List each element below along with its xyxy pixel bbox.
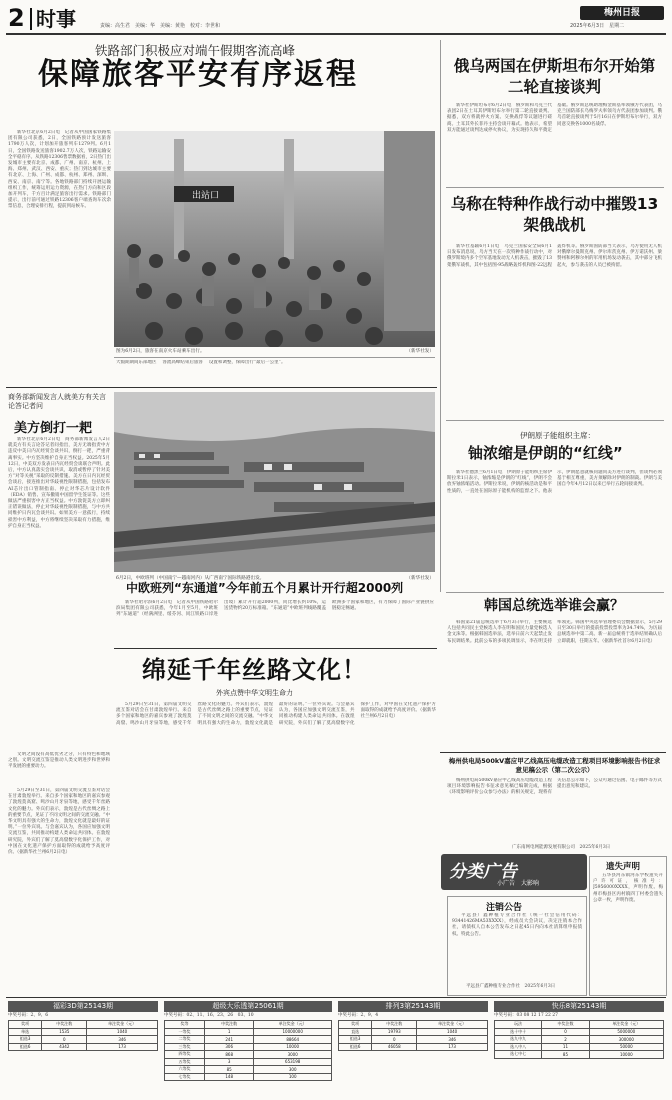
cell: 653198 — [254, 1058, 332, 1066]
us-story-tail — [8, 752, 110, 782]
silk-top-rule — [114, 648, 437, 649]
cell: 173 — [417, 1043, 488, 1051]
photo-row-caption-1: 大假期期间东部地区 — [116, 360, 157, 365]
lead-body-row — [116, 360, 434, 382]
station-crowd-photo — [114, 131, 435, 347]
russia-talks-title — [447, 56, 662, 98]
us-story-title: 美方倒打一耙 — [14, 421, 93, 436]
korea-top-divider — [446, 592, 664, 593]
cell: 一等奖 — [165, 1028, 205, 1036]
classified-banner — [441, 854, 587, 890]
photo-row-caption-3: 设置和调整，保障出行“最后一公里”。 — [208, 360, 286, 365]
page-number: 2 — [8, 4, 25, 32]
cell: 组选6 — [9, 1043, 42, 1051]
port-photo-credit: （新华社发） — [406, 576, 434, 581]
ad-notice-body-text: 梅州供电局500kV嘉应甲乙线高压电缆改造工程项目环境影响报告书征求意见稿已编制完成，根据《环境影响评价公众参与办法》的相关规定，现将有关信息公示如下，公众可通过信函、电子邮件等方式提出意见和建议。 — [447, 778, 662, 796]
lottery-title-3: 排列3第25143期 — [338, 1001, 488, 1012]
lottery-title-1: 福彩3D第25143期 — [8, 1001, 158, 1012]
lottery-draw-3: 中奖号码：2、9、4 — [338, 1013, 379, 1018]
table-row — [165, 1073, 332, 1081]
cancel-notice-box — [447, 896, 587, 996]
lottery-head: 中奖注数 — [372, 1021, 417, 1029]
left-col-continuation — [8, 788, 110, 992]
lead-body-text: 新华社北京6月2日电 记者从中国国家铁路集团有限公司获悉，2日，全国铁路预计发送旅客1790万人次，计划加开旅客列车1279列。6月1日，全国铁路发送旅客1902.7万人次，铁路运输安全平稳有序。从铁路12306售票数据看，2日热门出发城市主要有北京、成都、广州、南京、杭州、上海、郑州、武汉、西安、重庆；热门到达城市主要有北京、上海、广州、成都、杭州、郑州、深圳、西安、南京、南宁等。各地铁路部门持续开展运输组织工作，统筹运用运力资源，在热门方向和区段加开列车，千方百计满足旅客出行需求。铁路部门提示，出行前可通过铁路12306客户端查询车次余票信息，合理安排行程，提前到站候车。 — [8, 130, 111, 210]
lottery-box-1 — [8, 1001, 158, 1097]
russia-talks-body-text: 新华社伊斯坦布尔6月2日电 俄罗斯和乌克兰代表团2日在土耳其伊斯坦布尔举行第二轮直接谈判。据悉，双方将就停火方案、交换战俘等议题进行磋商。土耳其外长菲丹主持会谈开幕式。他表示，希望双方能通过谈判达成停火协议，为实现持久和平奠定基础。俄罗斯总统助理梅金斯基率领俄方代表团，乌克兰国防部长乌梅罗夫率领乌方代表团参加谈判。俄乌首轮直接谈判于5月16日在伊斯坦布尔举行，双方同意交换各1000名战俘。 — [447, 103, 662, 133]
cell: 1040 — [87, 1028, 158, 1036]
cell: 直选 — [339, 1028, 372, 1036]
ukraine-planes-body — [447, 244, 662, 332]
main-photo-caption — [116, 349, 434, 355]
cell: 3 — [204, 1058, 253, 1066]
left-col-continuation-text: 5月29日至31日，第四届文明交流互鉴对话会在甘肃敦煌举行。来自多个国家和地区的嘉宾参观了敦煌莫高窟、鸣沙山月牙泉等地，感受千年丝路文化的魅力。外宾们表示，敦煌是古代丝绸之路上的重要节点，见证了不同文明之间的交流交融。“中华文明具有强大的生命力，敦煌文化就是最好的证明。”一位外宾说。与会嘉宾认为，各国应加强文明交流互鉴，共同推动构建人类命运共同体。在敦煌研究院，外宾们了解了莫高窟数字化保护工作，对中国在文化遗产保护方面取得的成就给予高度评价。（据新华社兰州6月2日电） — [8, 788, 110, 856]
iran-body-text: 新华社德黑兰6月1日电 伊朗原子能组织主席伊斯拉米1日表示，铀浓缩是伊朗的“红线”，伊朗不会放弃铀浓缩活动。伊斯拉米说，伊朗的核活动是和平性质的，一直处在国际原子能机构的监督之下。他表示，伊朗愿意就核问题同美方进行谈判，但谈判必须基于相互尊重，美方须解除对伊朗的制裁。伊朗与美国自今年4月12日以来已举行五轮间接谈判。 — [447, 470, 662, 494]
lost-notice-title: 遗失声明 — [606, 862, 641, 872]
cell: 组选6 — [339, 1043, 372, 1051]
silk-subtitle: 外宾点赞中华文明生命力 — [216, 689, 293, 697]
iran-top-divider — [446, 420, 664, 421]
cell: 346 — [417, 1036, 488, 1044]
table-row — [165, 1028, 332, 1036]
paper-name: 梅州日报 — [603, 8, 640, 18]
ad-notice-title — [447, 757, 662, 774]
table-row — [495, 1028, 664, 1036]
page-header — [0, 0, 672, 36]
table-row — [165, 1058, 332, 1066]
lottery-box-4 — [494, 1001, 664, 1097]
cancel-notice-footer: 平远县广鑫种植专业合作社 2025年6月3日 — [466, 984, 556, 989]
header-date: 2025年6月3日 星期二 — [570, 23, 625, 29]
lottery-table-2 — [164, 1020, 332, 1081]
china-europe-title: 中欧班列“东通道”今年前五个月累计开行超2000列 — [126, 581, 404, 595]
lead-kicker: 铁路部门积极应对端午假期客流高峰 — [95, 43, 296, 58]
cell: 50000 — [589, 1043, 663, 1051]
cell: 0 — [542, 1028, 589, 1036]
main-photo-caption-text: 图为6月2日，旅客在南京火车站乘车出行。 — [116, 349, 205, 354]
editors-line: 责编：高生君 美编：华 美编：黄艳 校对：李世和 — [100, 23, 221, 29]
cell: 1535 — [42, 1028, 87, 1036]
cell: 选八中八 — [495, 1043, 542, 1051]
ukraine-planes-title-text: 乌称在特种作战行动中摧毁13架俄战机 — [450, 195, 659, 234]
cell: 868 — [204, 1051, 253, 1059]
cancel-notice-body-text: 平远县广鑫种植专业合作社（统一社会信用代码：93441426MA53XXXX），经成员大会决议，决定注销本合作社，请债权人自本公告发布之日起45日内向本社清算组申报债权。特此公告。 — [452, 913, 582, 937]
cell: 1040 — [417, 1028, 488, 1036]
iran-body — [447, 470, 662, 570]
lottery-table-4 — [494, 1020, 664, 1059]
korea-title: 韩国总统选举谁会赢？ — [484, 598, 624, 614]
table-row — [495, 1036, 664, 1044]
us-story-body — [8, 437, 110, 747]
lottery-head: 中奖注数 — [542, 1021, 589, 1029]
ad-box-top — [440, 752, 666, 753]
ukraine-planes-body-text: 新华社基辅6月1日电 乌克兰国家安全局6月1日发布消息说，乌方当天在一次特种作战行动中，对俄罗斯境内多个空军基地发动无人机袭击，摧毁了13架俄军战机，其中包括图-95战略轰炸机和图-22远程轰炸机等。俄罗斯国防部当天表示，乌方使用无人机对俄摩尔曼斯克州、伊尔库茨克州、伊万诺沃州、梁赞州和阿穆尔州的军用机场发动袭击，其中部分飞机起火，参与袭击的人员已被拘留。 — [447, 244, 662, 268]
russia-talks-title-text: 俄乌两国在伊斯坦布尔开始第二轮直接谈判 — [453, 57, 656, 96]
classified-sub: 小广告 大影响 — [497, 880, 540, 887]
cell: 300 — [254, 1066, 332, 1074]
lottery-head: 单注奖金（元） — [254, 1021, 332, 1029]
cell: 0 — [372, 1036, 417, 1044]
lottery-head: 中奖注数 — [204, 1021, 253, 1029]
cell: 四等奖 — [165, 1051, 205, 1059]
cell: 1 — [204, 1028, 253, 1036]
cell: 3000 — [254, 1051, 332, 1059]
classified-title: 分类广告 — [449, 862, 517, 882]
port-aerial-photo — [114, 392, 435, 572]
table-row — [339, 1043, 488, 1051]
ad-notice-body — [447, 778, 662, 838]
ad-notice-footer: 广东南网电网能源发展有限公司 2025年6月3日 — [512, 845, 611, 850]
cell: 173 — [87, 1043, 158, 1051]
lottery-head: 奖等 — [165, 1021, 205, 1029]
lottery-head: 奖项 — [339, 1021, 372, 1029]
cell: 0 — [42, 1036, 87, 1044]
cell: 组选3 — [9, 1036, 42, 1044]
lost-notice-box — [589, 856, 667, 996]
lottery-head: 单注奖金（元） — [417, 1021, 488, 1029]
silk-title: 绵延千年丝路文化！ — [142, 656, 367, 684]
ad-notice-title-text: 梅州供电局500kV嘉应甲乙线高压电缆改造工程项目环境影响报告书征求意见稿公示（第二次公示） — [448, 757, 661, 774]
us-story-kicker-text: 商务部新闻发言人就美方有关言论答记者问 — [8, 393, 106, 410]
cell: 组选3 — [339, 1036, 372, 1044]
cell: 五等奖 — [165, 1058, 205, 1066]
cell: 306 — [204, 1043, 253, 1051]
table-row — [9, 1028, 158, 1036]
table-row — [339, 1036, 488, 1044]
silk-body-text: 5月29日至31日，第四届文明交流互鉴对话会在甘肃敦煌举行。来自多个国家和地区的嘉宾参观了敦煌莫高窟、鸣沙山月牙泉等地，感受千年丝路文化的魅力。外宾们表示，敦煌是古代丝绸之路上的重要节点，见证了不同文明之间的交流交融。“中华文明具有强大的生命力，敦煌文化就是最好的证明。”一位外宾说。与会嘉宾认为，各国应加强文明交流互鉴，共同推动构建人类命运共同体。在敦煌研究院，外宾们了解了莫高窟数字化保护工作，对中国在文化遗产保护方面取得的成就给予高度评价。（据新华社兰州6月2日电） — [116, 702, 436, 726]
cell: 七等奖 — [165, 1073, 205, 1081]
cell: 346 — [87, 1036, 158, 1044]
lottery-table-3 — [338, 1020, 488, 1051]
cell: 4342 — [42, 1043, 87, 1051]
cell: 300000 — [589, 1036, 663, 1044]
port-photo-caption-text: 6月2日，中欧班列（中国南宁—越南河内）从广西南宁国际铁路港出发。 — [116, 576, 265, 581]
caption-divider — [114, 357, 435, 358]
us-story-body-text: 新华社北京6月2日电 商务部新闻发言人2日就美方有关言论答记者问指出，美方无端指责中方违反中美日内瓦经贸会谈共识，倒打一耙，严重背离事实。中方坚决维护自身正当权益。2025年5月12日，中美双方发表日内瓦经贸会谈联合声明。此后，中方认真落实会谈共识，取消或暂停了针对美方“对等关税”采取的反制措施。美方在日内瓦经贸会谈后，接连推出对华歧视性限制措施，包括发布AI芯片出口管制指南、停止对华芯片设计软件（EDA）销售、宣布撤销中国留学生签证等。这些做法严重损害中方正当权益。中方敦促美方立即纠正错误做法，停止对华歧视性限制措施，与中方共同维护日内瓦会谈共识。如果美方一意孤行，持续损害中方利益，中方将继续坚决采取有力措施，维护自身正当权益。 — [8, 437, 110, 529]
lottery-box-3 — [338, 1001, 488, 1097]
lottery-draw-1: 中奖号码：2、9、6 — [8, 1013, 49, 1018]
cell: 241 — [204, 1036, 253, 1044]
table-row — [9, 1036, 158, 1044]
lottery-title-4: 快乐8第25143期 — [494, 1001, 664, 1012]
cell: 选十中十 — [495, 1028, 542, 1036]
table-row — [495, 1043, 664, 1051]
silk-body — [116, 702, 436, 992]
page-number-divider — [30, 8, 32, 30]
lottery-draw-4: 中奖号码：03 08 12 17 22 27 — [494, 1013, 559, 1018]
cell: 单选 — [9, 1028, 42, 1036]
china-europe-body — [116, 600, 434, 644]
korea-body — [447, 620, 662, 748]
cancel-notice-body — [452, 913, 582, 979]
lost-notice-body — [593, 873, 663, 991]
main-photo-credit: （新华社发） — [406, 349, 434, 354]
table-row — [165, 1066, 332, 1074]
cell: 85 — [542, 1051, 589, 1059]
ukraine-planes-title — [447, 194, 662, 236]
cell: 选九中九 — [495, 1036, 542, 1044]
cell: 10000 — [254, 1043, 332, 1051]
cell: 19793 — [372, 1028, 417, 1036]
photo-row-caption-2: 客流高峰结束后旅客 — [162, 360, 203, 365]
cancel-notice-title: 注销公告 — [486, 903, 523, 913]
table-row — [9, 1043, 158, 1051]
russia-talks-body — [447, 103, 662, 183]
cell: 88664 — [254, 1036, 332, 1044]
table-row — [339, 1028, 488, 1036]
lottery-head: 中奖注数 — [42, 1021, 87, 1029]
lottery-title-2: 超级大乐透第25061期 — [164, 1001, 332, 1012]
cell: 11 — [542, 1043, 589, 1051]
lottery-head: 单注奖金（元） — [87, 1021, 158, 1029]
lottery-head: 玩法 — [495, 1021, 542, 1029]
cell: 5000000 — [589, 1028, 663, 1036]
table-row — [495, 1051, 664, 1059]
table-row — [165, 1036, 332, 1044]
lead-title: 保障旅客平安有序返程 — [38, 57, 358, 92]
cell: 三等奖 — [165, 1043, 205, 1051]
section-title: 时事 — [36, 7, 76, 31]
table-row — [165, 1051, 332, 1059]
cell: 10000000 — [254, 1028, 332, 1036]
lottery-head: 单注奖金（元） — [589, 1021, 663, 1029]
lead-bottom-rule — [6, 387, 437, 388]
masthead-logo — [580, 6, 664, 20]
iran-title: 铀浓缩是伊朗的“红线” — [468, 444, 623, 462]
cell: 10000 — [589, 1051, 663, 1059]
table-row — [165, 1043, 332, 1051]
lottery-head: 奖项 — [9, 1021, 42, 1029]
lost-notice-body-text: 五华县河东镇河东学校遗失开户许可证，核准号：J5956000XXXX，声明作废。梅州市梅县区丙村镇四丁村委会遗失公章一枚，声明作废。 — [593, 873, 663, 903]
china-europe-body-text: 新华社哈尔滨6月2日电 记者从中国铁路哈尔滨局集团有限公司获悉，今年1月至5月，中欧班列“东通道”（经满洲里、绥芬河、同江铁路口岸进出境）累计开行超2000列，同比增长约10%，运送货物约20万标准箱。“东通道”中欧班列线路覆盖欧洲多个国家和地区，有力保障了国际产业链供应链稳定畅通。 — [116, 600, 434, 618]
cell: 二等奖 — [165, 1036, 205, 1044]
exit-sign-text: 出站口 — [192, 191, 220, 201]
iran-kicker: 伊朗原子能组织主席： — [520, 431, 595, 440]
lottery-box-2 — [164, 1001, 332, 1097]
right-col-divider — [440, 40, 441, 592]
cell: 85 — [204, 1066, 253, 1074]
us-story-kicker — [8, 393, 110, 411]
cell: 2 — [542, 1036, 589, 1044]
lottery-draw-2: 中奖号码：02、11、16、23、26 03、10 — [164, 1013, 254, 1018]
russia-ukraine-divider — [446, 187, 664, 188]
cell: 46058 — [372, 1043, 417, 1051]
korea-body-text: 韩国第21届总统选举于6月3日举行，主要候选人包括共同民主党候选人李在明和国民力量党候选人金文洙等。根据韩国选举法，选举日前六天起禁止发布民调结果。此前公布的多项民调显示，李在明支持率领先。韩国中央选举管理委员会数据显示，5月29日至30日举行的提前投票投票率为34.74%，为历届总统选举中第二高。新一届总统将于选举结果确认后立即就职，任期五年。（据新华社首尔6月2日电） — [447, 620, 662, 644]
cell: 148 — [204, 1073, 253, 1081]
header-rule — [6, 33, 666, 35]
cell: 100 — [254, 1073, 332, 1081]
lead-body — [8, 130, 111, 370]
cell: 选七中七 — [495, 1051, 542, 1059]
lottery-table-1 — [8, 1020, 158, 1051]
us-story-tail-text: 文明之间没有高低优劣之分，只有特色和地域之别。文明交流互鉴是推动人类文明进步和世界和平发展的重要动力。 — [8, 752, 110, 770]
lottery-top-rule — [6, 997, 666, 998]
cell: 六等奖 — [165, 1066, 205, 1074]
